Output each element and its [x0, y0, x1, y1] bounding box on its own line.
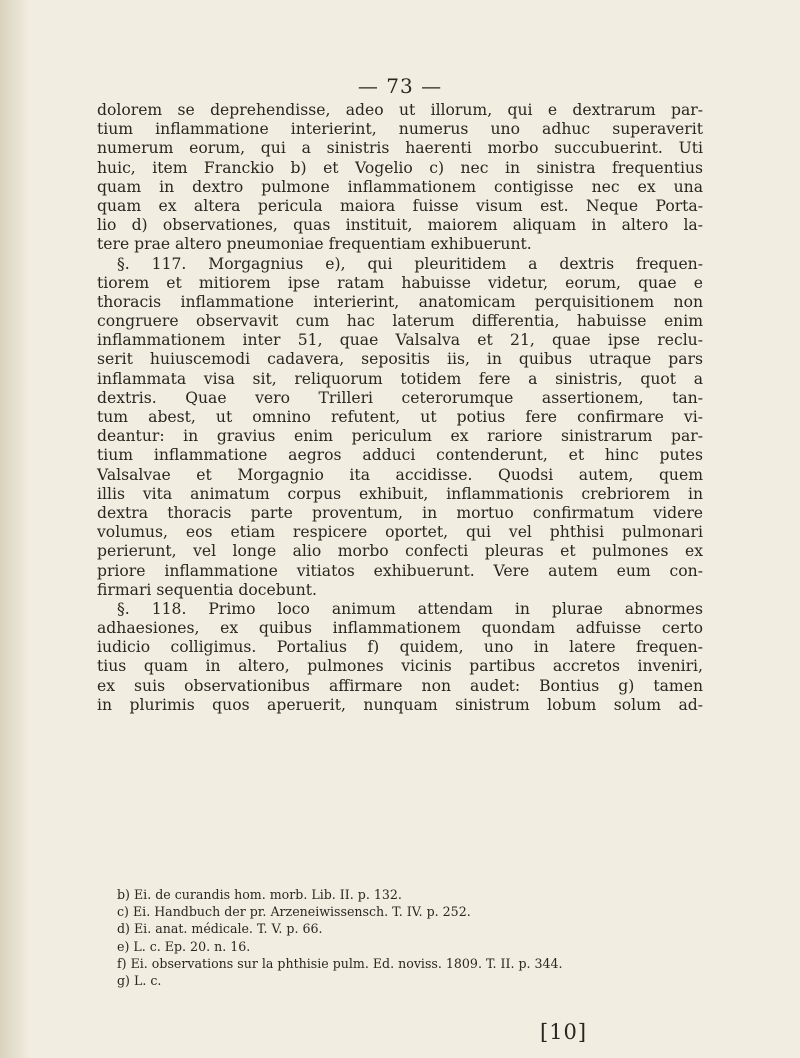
- text-line: serit huiuscemodi cadavera, sepositis iis, in quibus utraque pars: [97, 350, 703, 369]
- footnote: e) L. c. Ep. 20. n. 16.: [117, 938, 251, 954]
- text-line: lio d) observationes, quas instituit, maiorem aliquam in altero la-: [97, 216, 703, 235]
- text-line: quam ex altera pericula maiora fuisse visum est. Neque Porta-: [97, 196, 703, 215]
- text-line: deantur: in gravius enim periculum ex rariore sinistrarum par-: [97, 427, 703, 446]
- page-number: — 73 —: [357, 74, 443, 98]
- text-line: §. 118. Primo loco animum attendam in plurae abnormes: [117, 599, 703, 618]
- text-line: tere prae altero pneumoniae frequentiam exhibuerunt.: [97, 235, 532, 254]
- text-line: perierunt, vel longe alio morbo confecti pleuras et pulmones ex: [97, 542, 703, 561]
- text-line: illis vita animatum corpus exhibuit, inflammationis crebriorem in: [97, 484, 703, 503]
- text-line: congruere observavit cum hac laterum differentia, habuisse enim: [97, 312, 703, 331]
- text-line: §. 117. Morgagnius e), qui pleuritidem a dextris frequen-: [117, 254, 703, 273]
- text-line: tium inflammatione aegros adduci contenderunt, et hinc putes: [97, 446, 703, 465]
- text-line: inflammationem inter 51, quae Valsalva et 21, quae ipse reclu-: [97, 331, 703, 350]
- text-line: tius quam in altero, pulmones vicinis partibus accretos inveniri,: [97, 657, 703, 676]
- footnote: f) Ei. observations sur la phthisie pulm. Ed. noviss. 1809. T. II. p. 344.: [117, 955, 563, 971]
- footnote: c) Ei. Handbuch der pr. Arzeneiwissensch. T. IV. p. 252.: [117, 904, 471, 920]
- footnote: b) Ei. de curandis hom. morb. Lib. II. p. 132.: [117, 887, 402, 902]
- text-line: tiorem et mitiorem ipse ratam habuisse videtur, eorum, quae e: [97, 273, 703, 292]
- text-line: tium inflammatione interierint, numerus uno adhuc superaverit: [97, 120, 703, 139]
- body-text: [97, 101, 703, 715]
- text-line: huic, item Franckio b) et Vogelio c) nec in sinistra frequentius: [97, 158, 703, 177]
- text-line: tum abest, ut omnino refutent, ut potius fere confirmare vi-: [97, 408, 703, 426]
- text-line: dextris. Quae vero Trilleri ceterorumque assertionem, tan-: [97, 388, 703, 407]
- footnotes: [117, 886, 703, 989]
- text-line: dextra thoracis parte proventum, in mortuo confirmatum videre: [97, 503, 703, 522]
- text-line: volumus, eos etiam respicere oportet, qui vel phthisi pulmonari: [97, 523, 703, 542]
- text-line: firmari sequentia docebunt.: [97, 580, 317, 599]
- text-line: in plurimis quos aperuerit, nunquam sinistrum lobum solum ad-: [97, 695, 703, 714]
- page-edge-shadow: [0, 0, 30, 1058]
- text-line: dolorem se deprehendisse, adeo ut illorum, qui e dextrarum par-: [97, 101, 703, 119]
- footnote: g) L. c.: [117, 973, 162, 989]
- text-line: adhaesiones, ex quibus inflammationem quondam adfuisse certo: [97, 619, 703, 638]
- text-line: iudicio colligimus. Portalius f) quidem, uno in latere frequen-: [97, 638, 703, 657]
- text-line: priore inflammatione vitiatos exhibuerunt. Vere autem eum con-: [97, 561, 703, 580]
- text-line: Valsalvae et Morgagnio ita accidisse. Quodsi autem, quem: [97, 465, 703, 484]
- text-line: ex suis observationibus affirmare non audet: Bontius g) tamen: [97, 676, 703, 695]
- text-line: quam in dextro pulmone inflammationem contigisse nec ex una: [97, 177, 703, 196]
- signature-mark: [10]: [540, 1020, 588, 1044]
- text-line: numerum eorum, qui a sinistris haerenti morbo succubuerint. Uti: [97, 139, 703, 158]
- text-line: thoracis inflammatione interierint, anatomicam perquisitionem non: [97, 292, 703, 311]
- text-line: inflammata visa sit, reliquorum totidem fere a sinistris, quot a: [97, 369, 703, 388]
- footnote: d) Ei. anat. médicale. T. V. p. 66.: [117, 921, 323, 937]
